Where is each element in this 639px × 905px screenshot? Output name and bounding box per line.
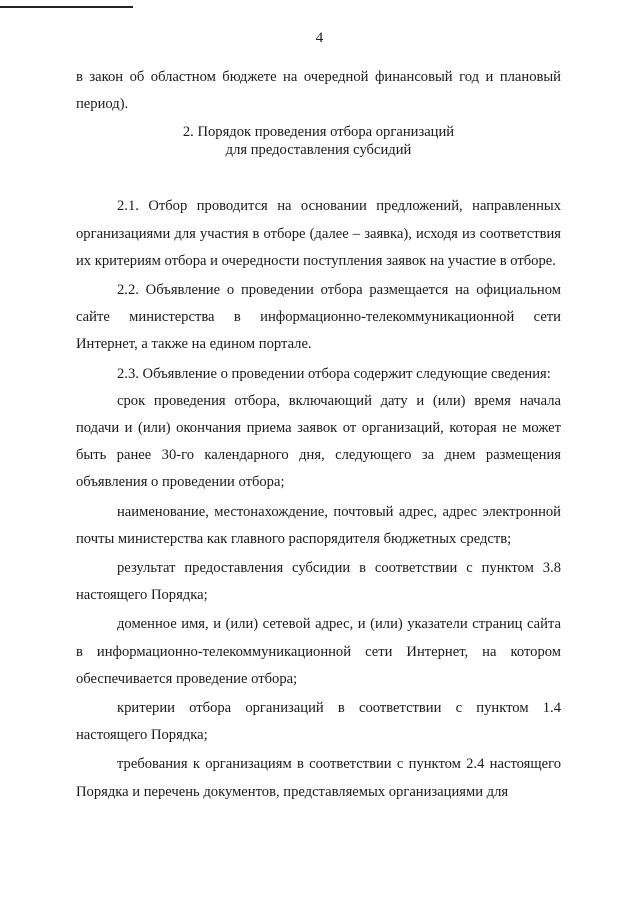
top-rule [0,6,133,8]
section-heading [76,123,561,159]
list-item-criteria: критерии отбора организаций в соответствии с пунктом 1.4 настоящего Порядка; [76,700,561,744]
list-item-requirements: требования к организациям в соответствии с пунктом 2.4 настоящего Порядка и перечень документов, представляемых организациями для [76,756,561,800]
page-number: 4 [315,30,324,46]
paragraph-2-2: 2.2. Объявление о проведении отбора размещается на официальном сайте министерства в информационно-телекоммуникационной сети Интернет, а также на едином портале. [76,282,561,353]
document-body [76,64,561,806]
list-item-ministry-contacts: наименование, местонахождение, почтовый адрес, адрес электронной почты министерства как главного распорядителя бюджетных средств; [76,503,561,547]
list-item-domain: доменное имя, и (или) сетевой адрес, и (или) указатели страниц сайта в информационно-телекоммуникационной сети Интернет, на котором обеспечивается проведение отбора; [76,616,561,687]
section-title-line2: для предоставления субсидий [225,142,412,159]
list-item-deadline: срок проведения отбора, включающий дату и (или) время начала подачи и (или) окончания приема заявок от организаций, которая не может быть ранее 30-го календарного дня, следующего за днем размещения объявления о проведении отбора; [76,392,561,491]
paragraph-2-1: 2.1. Отбор проводится на основании предложений, направленных организациями для участия в отборе (далее – заявка), исходя из соответствия их критериям отбора и очередности поступления заявок на участие в отборе. [76,198,561,269]
list-item-result: результат предоставления субсидии в соответствии с пунктом 3.8 настоящего Порядка; [76,560,561,604]
continuation-paragraph: в закон об областном бюджете на очередной финансовый год и плановый период). [76,69,561,113]
paragraph-2-3: 2.3. Объявление о проведении отбора содержит следующие сведения: [117,365,551,382]
section-title-line1: 2. Порядок проведения отбора организаций [182,124,455,141]
